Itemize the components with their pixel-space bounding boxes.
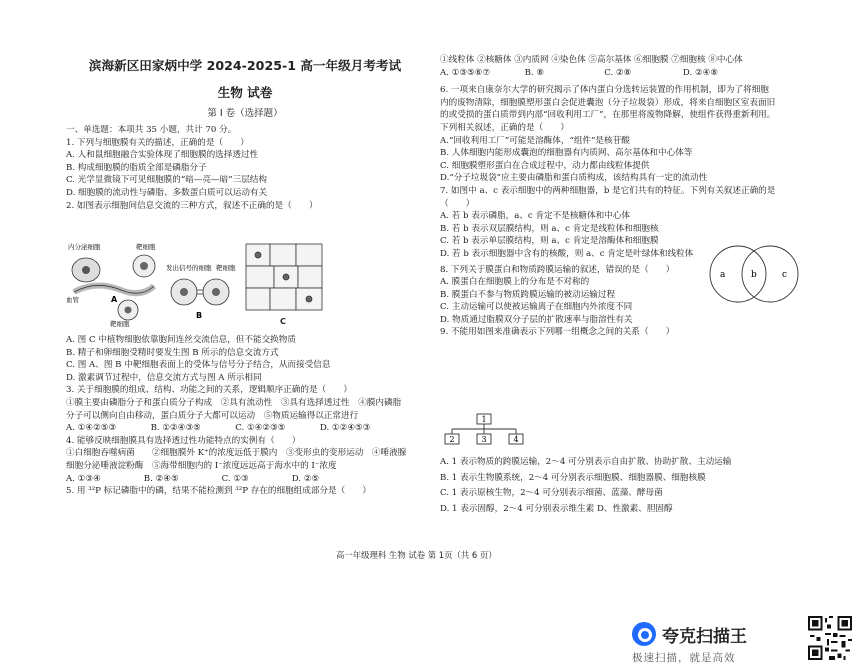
q1-option-c: C. 光学显微镜下可见细胞膜的“暗—亮—暗”三层结构 — [66, 175, 267, 186]
q2-option-d: D. 激素调节过程中，信息交流方式与图 A 所示相同 — [66, 372, 262, 383]
label-signal-cell: 发出信号的细胞 — [166, 264, 212, 272]
q5-stem: 5. 用 ³²P 标记磷脂中的磷，结果不能检测到 ³²P 存在的细胞组成部分是（ ） — [66, 486, 372, 497]
question-block-1 — [66, 124, 318, 212]
q2-stem: 2. 如图表示细胞间信息交流的三种方式，叙述不正确的是（ ） — [66, 200, 318, 211]
q3-options: A. ①④②⑤③ B. ①②④③⑤ C. ①④②③⑤ D. ①②④⑤③ — [66, 423, 371, 434]
label-panel-b: B — [196, 311, 203, 320]
q9-option-c: C. 1 表示原核生物，2～4 可分别表示细菌、蓝藻、酵母菌 — [440, 488, 663, 499]
q8-stem: 8. 下列关于膜蛋白和物质跨膜运输的叙述，错误的是（ ） — [440, 264, 675, 275]
quark-logo-icon — [632, 622, 656, 646]
q4-stem: 4. 能够反映细胞膜具有选择透过性功能特点的实例有（ ） — [66, 435, 301, 446]
tree-node-2: 2 — [449, 435, 455, 444]
q5-options: A. ①③⑤⑥⑦ B. ⑧ C. ②⑧ D. ②④⑧ — [440, 67, 719, 78]
q6-stem-2: 内的废物清除，细胞膜塑形蛋白会促进囊泡（分子垃圾袋）形成，将来自细胞区室表面旧 — [440, 97, 776, 108]
q8-option-d: D. 物质通过脂膜双分子层的扩散速率与脂溶性有关 — [440, 314, 633, 325]
school-title: 滨海新区田家炳中学 2024-2025-1 高一年级月考考试 — [88, 58, 402, 73]
q6-stem-4: 下列相关叙述，正确的是（ ） — [440, 122, 569, 133]
q6-stem-3: 的或受损的蛋白质带到内部“回收利用工厂”，在那里将废物降解，使组件获得重新利用。 — [440, 110, 776, 121]
venn-diagram — [708, 242, 800, 306]
q2-option-c: C. 图 A、图 B 中靶细胞表面上的受体与信号分子结合，从而接受信息 — [66, 360, 331, 371]
q6-option-d: D.“分子垃圾袋”应主要由磷脂和蛋白质构成，该结构具有一定的流动性 — [440, 173, 708, 184]
q6-stem-1: 6. 一项来自康奈尔大学的研究揭示了体内蛋白分选转运装置的作用机制，即为了将细胞 — [440, 85, 769, 96]
q8-option-c: C. 主动运输可以使被运输离子在细胞内外浓度不同 — [440, 302, 633, 313]
label-target-b: 靶细胞 — [216, 264, 236, 272]
q1-stem: 1. 下列与细胞膜有关的描述，正确的是（ ） — [66, 137, 249, 148]
page-footer: 高一年级理科 生物 试卷 第 1页（共 6 页） — [336, 550, 497, 560]
section-heading: 一、单选题：本项共 35 小题，共计 70 分。 — [66, 125, 237, 135]
q7-option-d: D. 若 b 表示细胞器中含有的核酸，则 a、c 肯定是叶绿体和线粒体 — [440, 248, 694, 259]
q9-option-d: D. 1 表示固醇，2～4 可分别表示维生素 D、性激素、胆固醇 — [440, 503, 673, 514]
panel-b — [166, 263, 236, 320]
scanner-watermark — [632, 612, 857, 667]
subject-title: 生物 试卷 — [217, 85, 273, 100]
concept-tree-diagram — [440, 412, 530, 452]
q2-option-a: A. 图 C 中植物细胞依靠胞间连丝交流信息，但不能交换物质 — [66, 335, 296, 345]
q7-option-a: A. 若 b 表示磷脂，a、c 肯定不是核糖体和中心体 — [440, 211, 630, 222]
label-endocrine: 内分泌细胞 — [68, 243, 101, 251]
label-vessel: 血管 — [66, 296, 79, 304]
panel-c — [246, 244, 322, 326]
q8-option-b: B. 膜蛋白不参与物质跨膜运输的被动运输过程 — [440, 289, 616, 300]
q8-option-a: A. 膜蛋白在细胞膜上的分布是不对称的 — [440, 277, 590, 288]
q4-line-2: 细胞分泌唾液淀粉酶 ⑤海带细胞内的 I⁻浓度远远高于海水中的 I⁻浓度 — [66, 460, 337, 471]
tree-node-1: 1 — [481, 415, 487, 424]
cell-communication-figure — [66, 240, 326, 328]
q9-option-b: B. 1 表示生物膜系统，2～4 可分别表示细胞膜、细胞器膜、细胞核膜 — [440, 472, 706, 483]
qr-code — [808, 614, 852, 662]
q1-option-d: D. 细胞膜的流动性与磷脂、多数蛋白质可以运动有关 — [66, 187, 268, 198]
venn-label-c: c — [782, 270, 788, 280]
brand-name: 夸克扫描王 — [662, 627, 747, 647]
label-panel-a: A — [111, 295, 118, 304]
q7-stem-cont: （ ） — [440, 198, 475, 209]
venn-label-a: a — [720, 270, 726, 280]
q7-stem: 7. 如图中 a、c 表示细胞中的两种细胞器，b 是它们共有的特征。下列有关叙述正确的是 — [440, 185, 776, 196]
q6-option-a: A.“回收利用工厂”可能是溶酶体，“组件”是核苷酸 — [440, 135, 630, 146]
q4-line-1: ①白细胞吞噬病菌 ②细胞膜外 K⁺的浓度远低于膜内 ③变形虫的变形运动 ④唾液腺 — [66, 448, 407, 459]
q1-option-a: A. 人和鼠细胞融合实验体现了细胞膜的选择透过性 — [66, 150, 259, 161]
part-title: 第 I 卷（选择题） — [207, 108, 283, 119]
label-target-a2: 靶细胞 — [110, 320, 130, 328]
label-panel-c: C — [280, 317, 286, 326]
q7-option-c: C. 若 b 表示单层膜结构，则 a、c 肯定是溶酶体和细胞膜 — [440, 236, 659, 247]
q7-option-b: B. 若 b 表示双层膜结构，则 a、c 肯定是线粒体和细胞核 — [440, 223, 659, 234]
tree-node-4: 4 — [513, 435, 519, 444]
q4-options: A. ①③④ B. ②④⑤ C. ①③ D. ②⑤ — [66, 473, 320, 484]
label-target-a1: 靶细胞 — [136, 243, 156, 251]
q5-items: ①线粒体 ②核糖体 ③内质网 ④染色体 ⑤高尔基体 ⑥细胞膜 ⑦细胞核 ⑧中心体 — [440, 55, 743, 65]
q1-option-b: B. 构成细胞膜的脂质全部是磷脂分子 — [66, 162, 207, 173]
q3-line-1: ①膜主要由磷脂分子和蛋白质分子构成 ②具有流动性 ③具有选择透过性 ④膜内磷脂 — [66, 397, 402, 408]
panel-a — [66, 242, 156, 328]
venn-label-b: b — [751, 270, 757, 280]
q2-option-b: B. 精子和卵细胞受精时要发生图 B 所示的信息交流方式 — [66, 347, 279, 358]
q6-option-c: C. 细胞膜塑形蛋白在合成过程中，动力都由线粒体提供 — [440, 160, 650, 171]
question-block-4 — [440, 456, 731, 515]
q9-stem: 9. 不能用如图来准确表示下列哪一组概念之间的关系（ ） — [440, 327, 675, 338]
q9-option-a: A. 1 表示物质的跨膜运输，2～4 可分别表示自由扩散、协助扩散、主动运输 — [440, 457, 732, 467]
question-block-2 — [66, 334, 406, 498]
q3-line-2: 分子可以侧向自由移动，蛋白质分子大都可以运动 ⑤物质运输得以正常进行 — [66, 410, 359, 421]
q3-stem: 3. 关于细胞膜的组成、结构、功能之间的关系，逻辑顺序正确的是（ ） — [66, 385, 352, 396]
q6-option-b: B. 人体细胞内能形成囊泡的细胞器有内质网、高尔基体和中心体等 — [440, 148, 693, 159]
tree-node-3: 3 — [481, 435, 487, 444]
brand-slogan: 极速扫描，就是高效 — [632, 652, 736, 664]
